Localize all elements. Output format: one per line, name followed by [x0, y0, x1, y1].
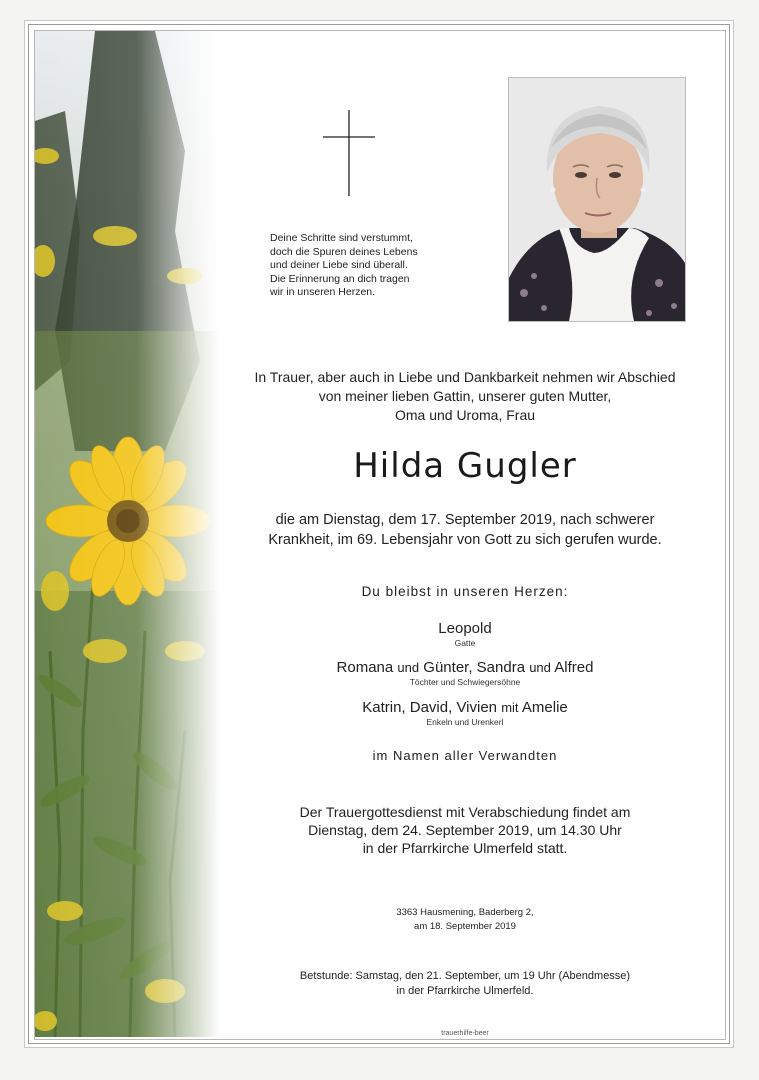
mourner-entry: [220, 659, 710, 688]
poem-line: wir in unseren Herzen.: [270, 286, 376, 298]
intro-text: [220, 368, 710, 425]
prayer-hour-info: [220, 969, 710, 999]
mourner-join: mit: [501, 700, 519, 715]
mourner-name: [220, 659, 710, 677]
death-notice: [220, 510, 710, 550]
mourner-name-part: Günter, Sandra: [423, 659, 526, 676]
poem-line: Die Erinnerung an dich tragen: [270, 272, 410, 285]
mourner-join: und: [529, 660, 551, 675]
mourner-relation: Gatte: [454, 638, 476, 648]
prayer-line: Betstunde: Samstag, den 21. September, um 19 Uhr (Abendmesse): [299, 970, 631, 982]
mourner-name-part: Alfred: [554, 659, 594, 676]
mourner-join: und: [397, 660, 420, 675]
deceased-name: Hilda Gugler: [353, 446, 577, 486]
intro-line: von meiner lieben Gattin, unserer guten Mutter,: [318, 388, 612, 404]
memorial-poem: [270, 232, 470, 300]
poem-line: doch die Spuren deines Lebens: [270, 245, 418, 258]
portrait-photo: [508, 77, 686, 322]
mourner-name: Leopold: [438, 620, 492, 637]
relatives-line: im Namen aller Verwandten: [372, 748, 558, 763]
intro-line: Oma und Uroma, Frau: [394, 407, 536, 423]
flower-photo: [35, 31, 220, 1037]
place-line: 3363 Hausmening, Baderberg 2,: [396, 907, 534, 918]
service-line: Dienstag, dem 24. September 2019, um 14.30 Uhr: [308, 822, 622, 838]
mourner-relation: Töchter und Schwiegersöhne: [409, 677, 521, 687]
funeral-service-info: [220, 803, 710, 857]
mourner-name-part: Romana: [336, 659, 394, 676]
service-line: Der Trauergottesdienst mit Verabschiedung findet am: [299, 804, 631, 820]
mourner-name: [220, 699, 710, 717]
mourner-entry: [220, 620, 710, 649]
service-line: in der Pfarrkirche Ulmerfeld statt.: [362, 840, 568, 856]
poem-line: und deiner Liebe sind überall.: [270, 259, 408, 271]
place-line: am 18. September 2019: [414, 921, 516, 932]
place-date: [220, 906, 710, 934]
mourner-entry: [220, 699, 710, 728]
mourner-name-part: Amelie: [521, 699, 568, 716]
cross-icon: [323, 110, 375, 196]
mourner-relation: Enkeln und Urenkerl: [426, 717, 504, 727]
poem-line: Deine Schritte sind verstummt,: [270, 232, 413, 244]
mourner-name-part: Katrin, David, Vivien: [362, 699, 498, 716]
publisher-credit: trauerhilfe-beer: [441, 1030, 489, 1037]
prayer-line: in der Pfarrkirche Ulmerfeld.: [396, 985, 534, 997]
intro-line: In Trauer, aber auch in Liebe und Dankbarkeit nehmen wir Abschied: [254, 369, 676, 385]
heart-line: Du bleibst in unseren Herzen:: [361, 584, 569, 599]
death-line: die am Dienstag, dem 17. September 2019, nach schwerer: [275, 512, 655, 528]
death-line: Krankheit, im 69. Lebensjahr von Gott zu sich gerufen wurde.: [268, 532, 662, 548]
